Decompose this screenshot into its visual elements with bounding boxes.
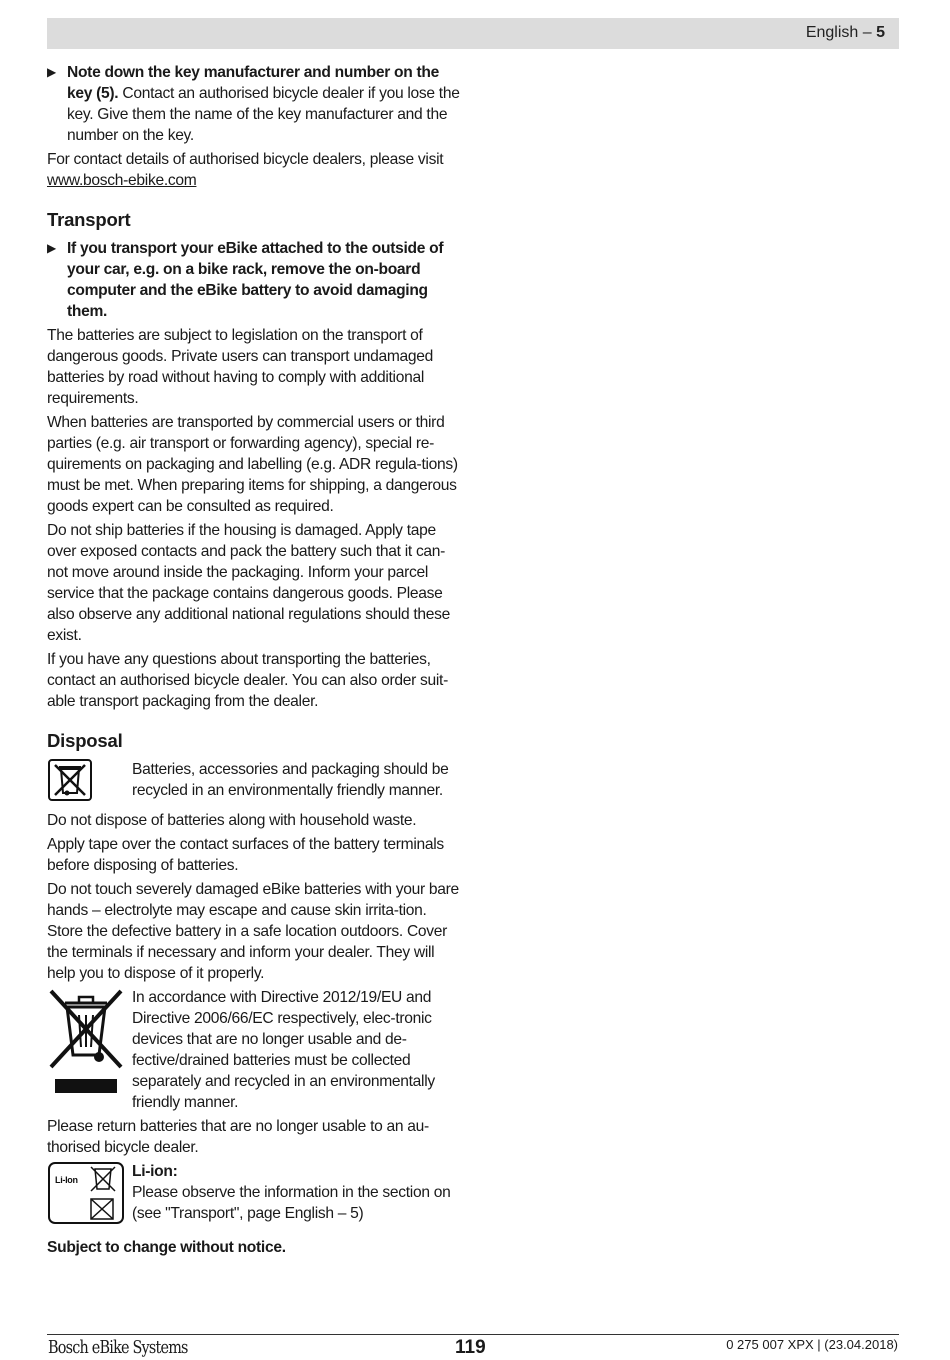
footer-divider	[47, 1334, 899, 1335]
directive-text: In accordance with Directive 2012/19/EU and Directive 2006/66/EC respectively, elec-tronic devices that are no longer usable and de-fective/drained batteries must be collected separately and recycled in an environmentally friendly manner.	[132, 989, 435, 1111]
directive-row	[47, 987, 462, 1113]
disposal-paragraph-4: Please return batteries that are no longer usable to an au-thorised bicycle dealer.	[47, 1118, 429, 1156]
liion-label: Li-ion:	[132, 1163, 178, 1180]
transport-paragraph-3: Do not ship batteries if the housing is damaged. Apply tape over exposed contacts and pack the battery such that it can-not move around inside the packaging. Inform your parcel service that the package contains dangerous goods. Please also observe any additional national regulations should these exist.	[47, 522, 451, 644]
no-household-waste-icon	[47, 759, 132, 807]
transport-warning-text: If you transport your eBike attached to the outside of your car, e.g. on a bike rack, remove the on-board computer and the eBike battery to avoid damaging them.	[67, 240, 444, 320]
content-column	[47, 62, 462, 1261]
liion-icon-text: Li-Ion	[55, 1175, 78, 1185]
crossed-wheelie-bin-icon	[47, 987, 125, 1097]
transport-warning-bullet	[47, 238, 462, 322]
page-header	[47, 18, 899, 49]
li-ion-battery-icon	[47, 1161, 125, 1225]
transport-paragraph-4: If you have any questions about transporting the batteries, contact an authorised bicycle dealer. You can also order suit-able transport packaging from the dealer.	[47, 651, 448, 710]
bosch-ebike-link[interactable]: www.bosch-ebike.com	[47, 172, 197, 189]
footer-brand: Bosch eBike Systems	[48, 1337, 188, 1358]
crossed-bin-small-icon	[47, 759, 93, 801]
weee-icon	[47, 987, 132, 1103]
key-note-bold: Note down the key manufacturer and number on the key (5).	[67, 64, 440, 102]
transport-paragraph-1: The batteries are subject to legislation on the transport of dangerous goods. Private users can transport undamaged batteries by road without having to comply with additional requirements.	[47, 327, 434, 407]
contact-text: For contact details of authorised bicycle dealers, please visit	[47, 151, 444, 168]
footer-page-number: 119	[455, 1337, 486, 1358]
key-note-text: Contact an authorised bicycle dealer if you lose the key. Give them the name of the key manufacturer and the number on the key.	[67, 85, 460, 144]
liion-text: Please observe the information in the section on (see "Transport", page English – 5)	[132, 1184, 451, 1222]
header-label	[806, 24, 885, 42]
disposal-paragraph-3: Do not touch severely damaged eBike batteries with your bare hands – electrolyte may escape and cause skin irrita-tion. Store the defective battery in a safe location outdoors. Cover the terminals if necessary and inform your dealer. They will help you to dispose of it properly.	[47, 881, 459, 982]
footer-doc-id: 0 275 007 XPX | (23.04.2018)	[726, 1337, 898, 1352]
transport-heading: Transport	[47, 209, 131, 230]
bullet-triangle-icon: ▶	[47, 65, 56, 79]
liion-row	[47, 1161, 462, 1231]
liion-block	[132, 1161, 462, 1224]
transport-paragraph-2: When batteries are transported by commercial users or third parties (e.g. air transport or forwarding agency), special re-quirements on packaging and labelling (e.g. ADR regula-tions) must be met. When preparing items for shipping, a dangerous goods expert can be consulted as required.	[47, 414, 458, 515]
disposal-heading: Disposal	[47, 730, 123, 751]
liion-icon	[47, 1161, 132, 1231]
key-note-bullet	[47, 62, 462, 146]
recycle-text: Batteries, accessories and packaging should be recycled in an environmentally friendly manner.	[132, 761, 449, 799]
disposal-paragraph-1: Do not dispose of batteries along with household waste.	[47, 812, 417, 829]
contact-paragraph	[47, 149, 462, 191]
recycle-row	[47, 759, 462, 807]
change-notice: Subject to change without notice.	[47, 1239, 286, 1256]
bullet-triangle-icon: ▶	[47, 241, 56, 255]
disposal-paragraph-2: Apply tape over the contact surfaces of the battery terminals before disposing of batteries.	[47, 836, 444, 874]
header-section: English –	[805, 24, 872, 41]
header-page-number: 5	[876, 24, 885, 41]
